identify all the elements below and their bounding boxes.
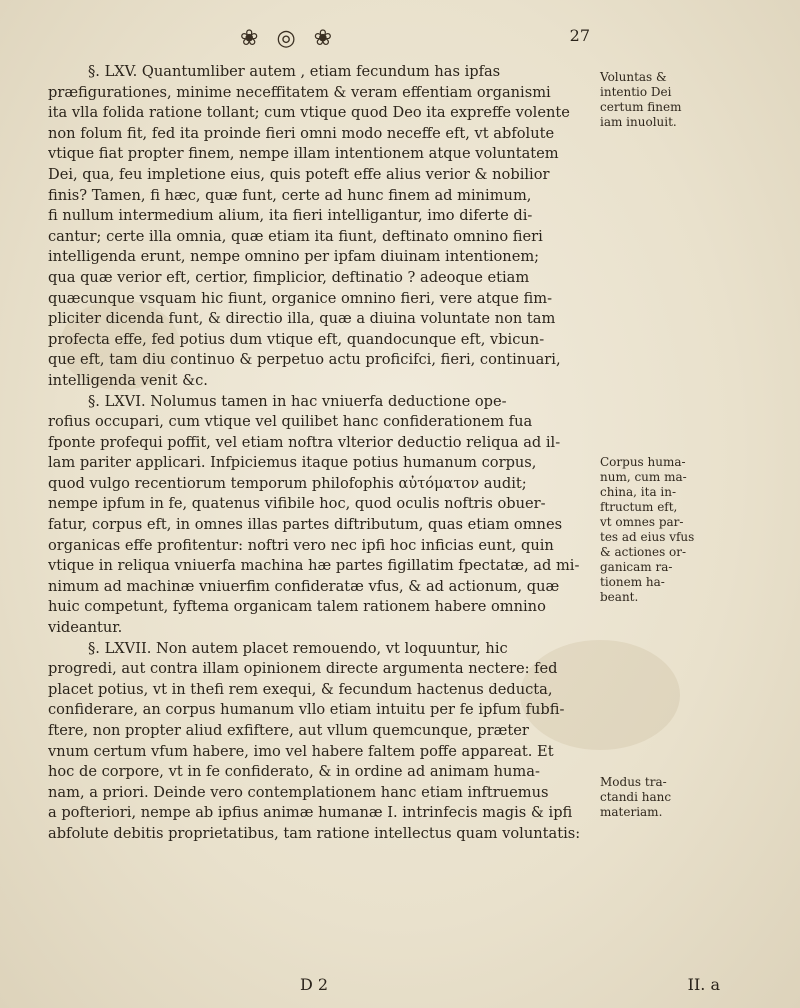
- text-line: pliciter dicenda funt, & directio illa, quæ a diuina voluntate non tam: [48, 310, 556, 328]
- text-line: hoc de corpore, vt in fe confiderato, & in ordine ad animam huma-: [48, 763, 540, 781]
- text-line: abfolute debitis proprietatibus, tam ratione intellectus quam voluntatis:: [48, 824, 581, 842]
- paragraph-lxv: [48, 62, 628, 392]
- text-line: fponte profequi poffit, vel etiam noftra vlterior deductio reliqua ad il-: [48, 433, 561, 451]
- ornament-circle-icon: ◎: [276, 26, 296, 51]
- catchword: II. a: [687, 975, 720, 994]
- margin-line: vt omnes par-: [600, 515, 684, 529]
- text-line: quod vulgo recentiorum temporum philofophis αὐτόματον audit;: [48, 474, 527, 492]
- text-line: placet potius, vt in thefi rem exequi, & fecundum hactenus deducta,: [48, 680, 553, 698]
- text-line: §. LXVII. Non autem placet remouendo, vt loquuntur, hic: [88, 639, 508, 657]
- text-line: §. LXVI. Nolumus tamen in hac vniuerfa deductione ope-: [88, 392, 507, 410]
- text-line: rofius occupari, cum vtique vel quilibet hanc confiderationem fua: [48, 413, 533, 431]
- text-line: nempe ipfum in fe, quatenus vifibile hoc, quod oculis noftris obuer-: [48, 495, 546, 513]
- ornament-flower-icon: ❀: [313, 26, 333, 51]
- text-line: vtique in reliqua vniuerfa machina hæ partes figillatim fpectatæ, ad mi-: [48, 557, 580, 575]
- margin-line: Modus tra-: [600, 775, 667, 789]
- margin-line: ftructum eft,: [600, 500, 678, 514]
- text-line: profecta effe, fed potius dum vtique eft, quandocunque eft, vbicun-: [48, 330, 545, 348]
- margin-line: Voluntas &: [600, 70, 667, 84]
- text-line: organicas effe profitentur: noftri vero nec ipfi hoc inficias eunt, quin: [48, 536, 554, 554]
- text-line: quæcunque vsquam hic fiunt, organice omnino fieri, vere atque fim-: [48, 289, 552, 307]
- text-line: fi nullum intermedium alium, ita fieri intelligantur, imo diferte di-: [48, 207, 533, 225]
- text-line: Dei, qua, feu impletione eius, quis poteft effe alius verior & nobilior: [48, 165, 550, 183]
- margin-line: iam inuoluit.: [600, 115, 677, 129]
- margin-note-corpus: [600, 455, 780, 605]
- page-footer: [300, 975, 720, 994]
- signature-mark: D 2: [300, 975, 329, 994]
- text-line: fatur, corpus eft, in omnes illas partes diftributum, quas etiam omnes: [48, 516, 563, 534]
- margin-line: beant.: [600, 590, 639, 604]
- text-line: nam, a priori. Deinde vero contemplationem hanc etiam inftruemus: [48, 783, 549, 801]
- margin-line: num, cum ma-: [600, 470, 687, 484]
- text-line: huic competunt, fyftema organicam talem rationem habere omnino: [48, 598, 546, 616]
- margin-line: tes ad eius vfus: [600, 530, 695, 544]
- page-header: [230, 20, 610, 60]
- margin-line: Corpus huma-: [600, 455, 686, 469]
- text-line: videantur.: [48, 619, 123, 637]
- margin-line: ganicam ra-: [600, 560, 673, 574]
- text-line: vtique fiat propter finem, nempe illam intentionem atque voluntatem: [48, 145, 559, 163]
- main-text: [48, 62, 628, 845]
- text-line: non folum fit, fed ita proinde fieri omni modo neceffe eft, vt abfolute: [48, 124, 555, 142]
- margin-note-voluntas: [600, 70, 780, 130]
- page-number: 27: [569, 26, 590, 45]
- text-line: ita vlla folida ratione tollant; cum vtique quod Deo ita expreffe volente: [48, 104, 570, 122]
- text-line: qua quæ verior eft, certior, fimplicior, deftinatio ? adeoque etiam: [48, 268, 530, 286]
- text-line: intelligenda venit &c.: [48, 371, 208, 389]
- paragraph-lxvii: [48, 639, 628, 845]
- text-line: finis? Tamen, fi hæc, quæ funt, certe ad hunc finem ad minimum,: [48, 186, 532, 204]
- text-line: vnum certum vfum habere, imo vel habere faltem poffe appareat. Et: [48, 742, 554, 760]
- text-line: progredi, aut contra illam opinionem directe argumenta nectere: fed: [48, 660, 558, 678]
- text-line: §. LXV. Quantumliber autem , etiam fecundum has ipfas: [88, 63, 501, 80]
- margin-line: & actiones or-: [600, 545, 687, 559]
- margin-line: materiam.: [600, 805, 663, 819]
- header-ornament: [240, 26, 440, 52]
- text-line: lam pariter applicari. Infpiciemus itaque potius humanum corpus,: [48, 454, 537, 472]
- text-line: intelligenda erunt, nempe omnino per ipfam diuinam intentionem;: [48, 248, 540, 266]
- margin-line: china, ita in-: [600, 485, 677, 499]
- margin-note-modus: [600, 775, 780, 820]
- text-line: nimum ad machinæ vniuerfim confideratæ vfus, & ad actionum, quæ: [48, 577, 560, 595]
- margin-line: tionem ha-: [600, 575, 665, 589]
- text-line: que eft, tam diu continuo & perpetuo actu proficifci, fieri, continuari,: [48, 351, 561, 369]
- text-line: a pofteriori, nempe ab ipfius animæ humanæ I. intrinfecis magis & ipfi: [48, 804, 573, 822]
- ornament-flower-icon: ❀: [240, 26, 259, 51]
- text-line: confiderare, an corpus humanum vllo etiam intuitu per fe ipfum fubfi-: [48, 701, 565, 719]
- text-line: cantur; certe illa omnia, quæ etiam ita fiunt, deftinato omnino fieri: [48, 227, 543, 245]
- text-line: præfigurationes, minime neceffitatem & veram effentiam organismi: [48, 83, 551, 101]
- paragraph-lxvi: [48, 392, 628, 639]
- margin-line: ctandi hanc: [600, 790, 672, 804]
- text-line: ftere, non propter aliud exfiftere, aut vllum quemcunque, præter: [48, 722, 529, 739]
- margin-line: certum finem: [600, 100, 682, 114]
- margin-line: intentio Dei: [600, 85, 672, 99]
